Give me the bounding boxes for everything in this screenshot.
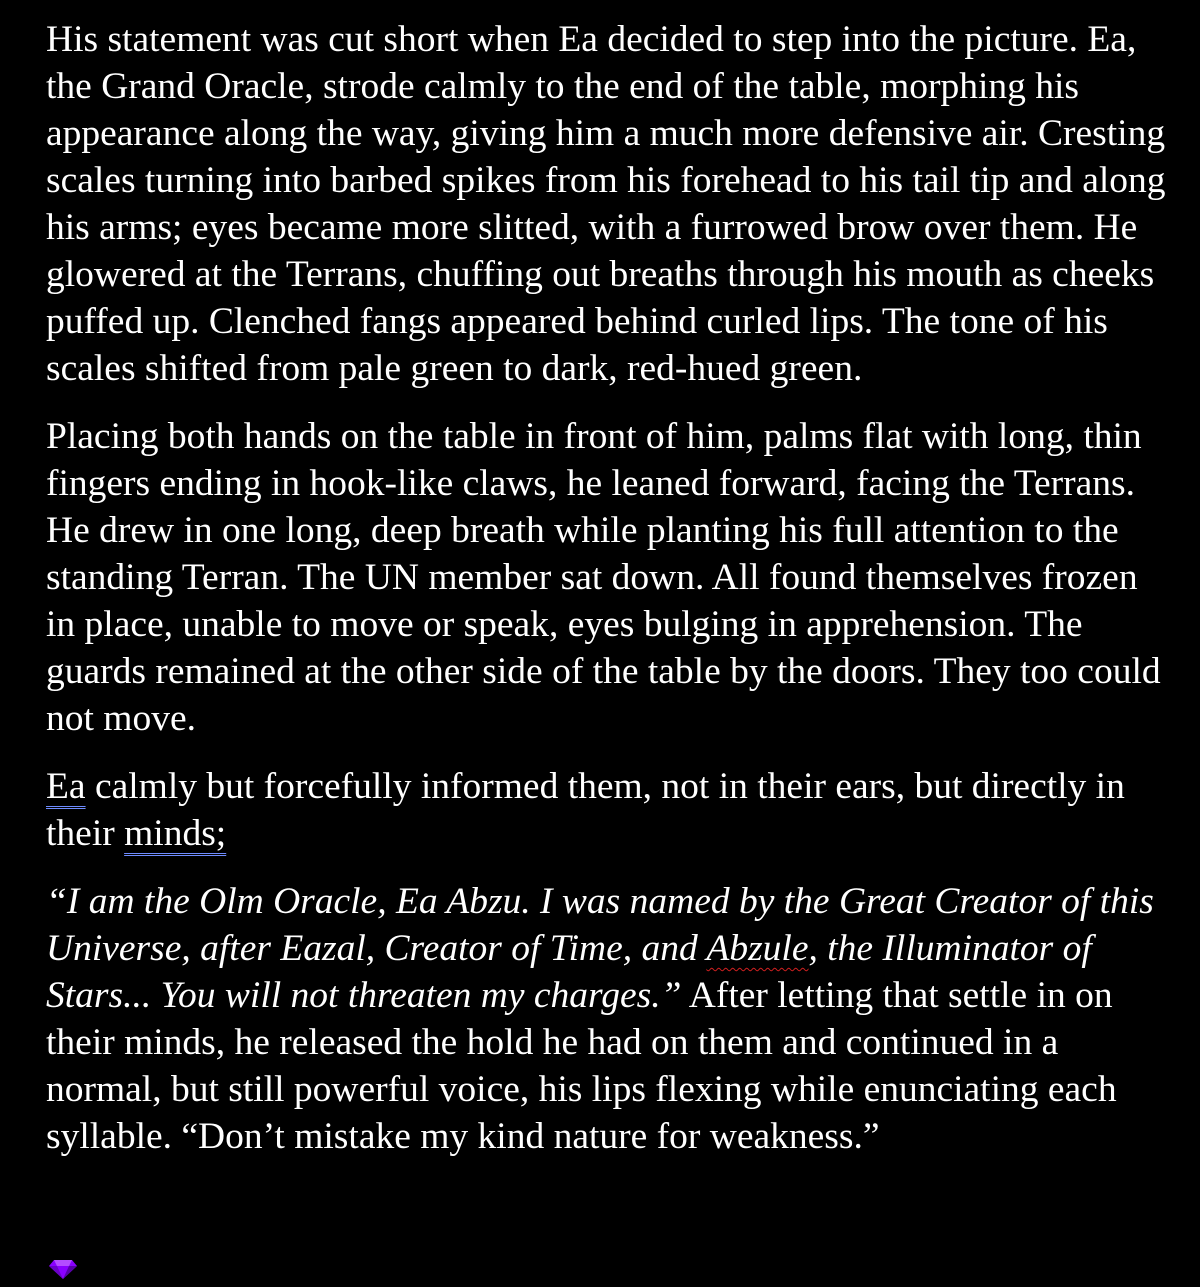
purple-gem-icon (48, 1258, 78, 1280)
spelling-flagged-word[interactable]: Abzule (706, 928, 809, 969)
paragraph-2: Placing both hands on the table in front of him, palms flat with long, thin fingers ending in hook-like claws, he leaned forward, facing the Terrans. He drew in one long, deep breath while planting his full attention to the standing Terran. The UN member sat down. All found themselves frozen in place, unable to move or speak, eyes bulging in apprehension. The guards remained at the other side of the table by the doors. They too could not move. (46, 416, 1161, 739)
paragraph-3-text: calmly but forcefully informed them, not in their ears, but directly in their (46, 766, 1125, 854)
paragraph-3 (46, 763, 1166, 857)
paragraph-1: His statement was cut short when Ea decided to step into the picture. Ea, the Grand Oracle, strode calmly to the end of the table, morphing his appearance along the way, giving him a much more defensive air. Cresting scales turning into barbed spikes from his forehead to his tail tip and along his arms; eyes became more slitted, with a furrowed brow over them. He glowered at the Terrans, chuffing out breaths through his mouth as cheeks puffed up. Clenched fangs appeared behind curled lips. The tone of his scales shifted from pale green to dark, red-hued green. (46, 19, 1166, 389)
paragraph-4-text: After letting that settle in on their minds, he released the hold he had on them and continued in a normal, but still powerful voice, his lips flexing while enunciating each syllable. “Don’t mistake my kind nature for weakness.” (46, 975, 1117, 1157)
italic-quote: , the Illuminator of Stars... You will not threaten my charges.” (46, 928, 1092, 1016)
italic-quote: “I am the Olm Oracle, Ea Abzu. I was named by the Great Creator of this Universe, after Eazal, Creator of Time, and (46, 881, 1154, 969)
grammar-flagged-word[interactable]: minds; (124, 813, 227, 854)
document-body (46, 16, 1166, 1181)
paragraph-4 (46, 878, 1166, 1160)
grammar-flagged-word[interactable]: Ea (46, 766, 86, 807)
